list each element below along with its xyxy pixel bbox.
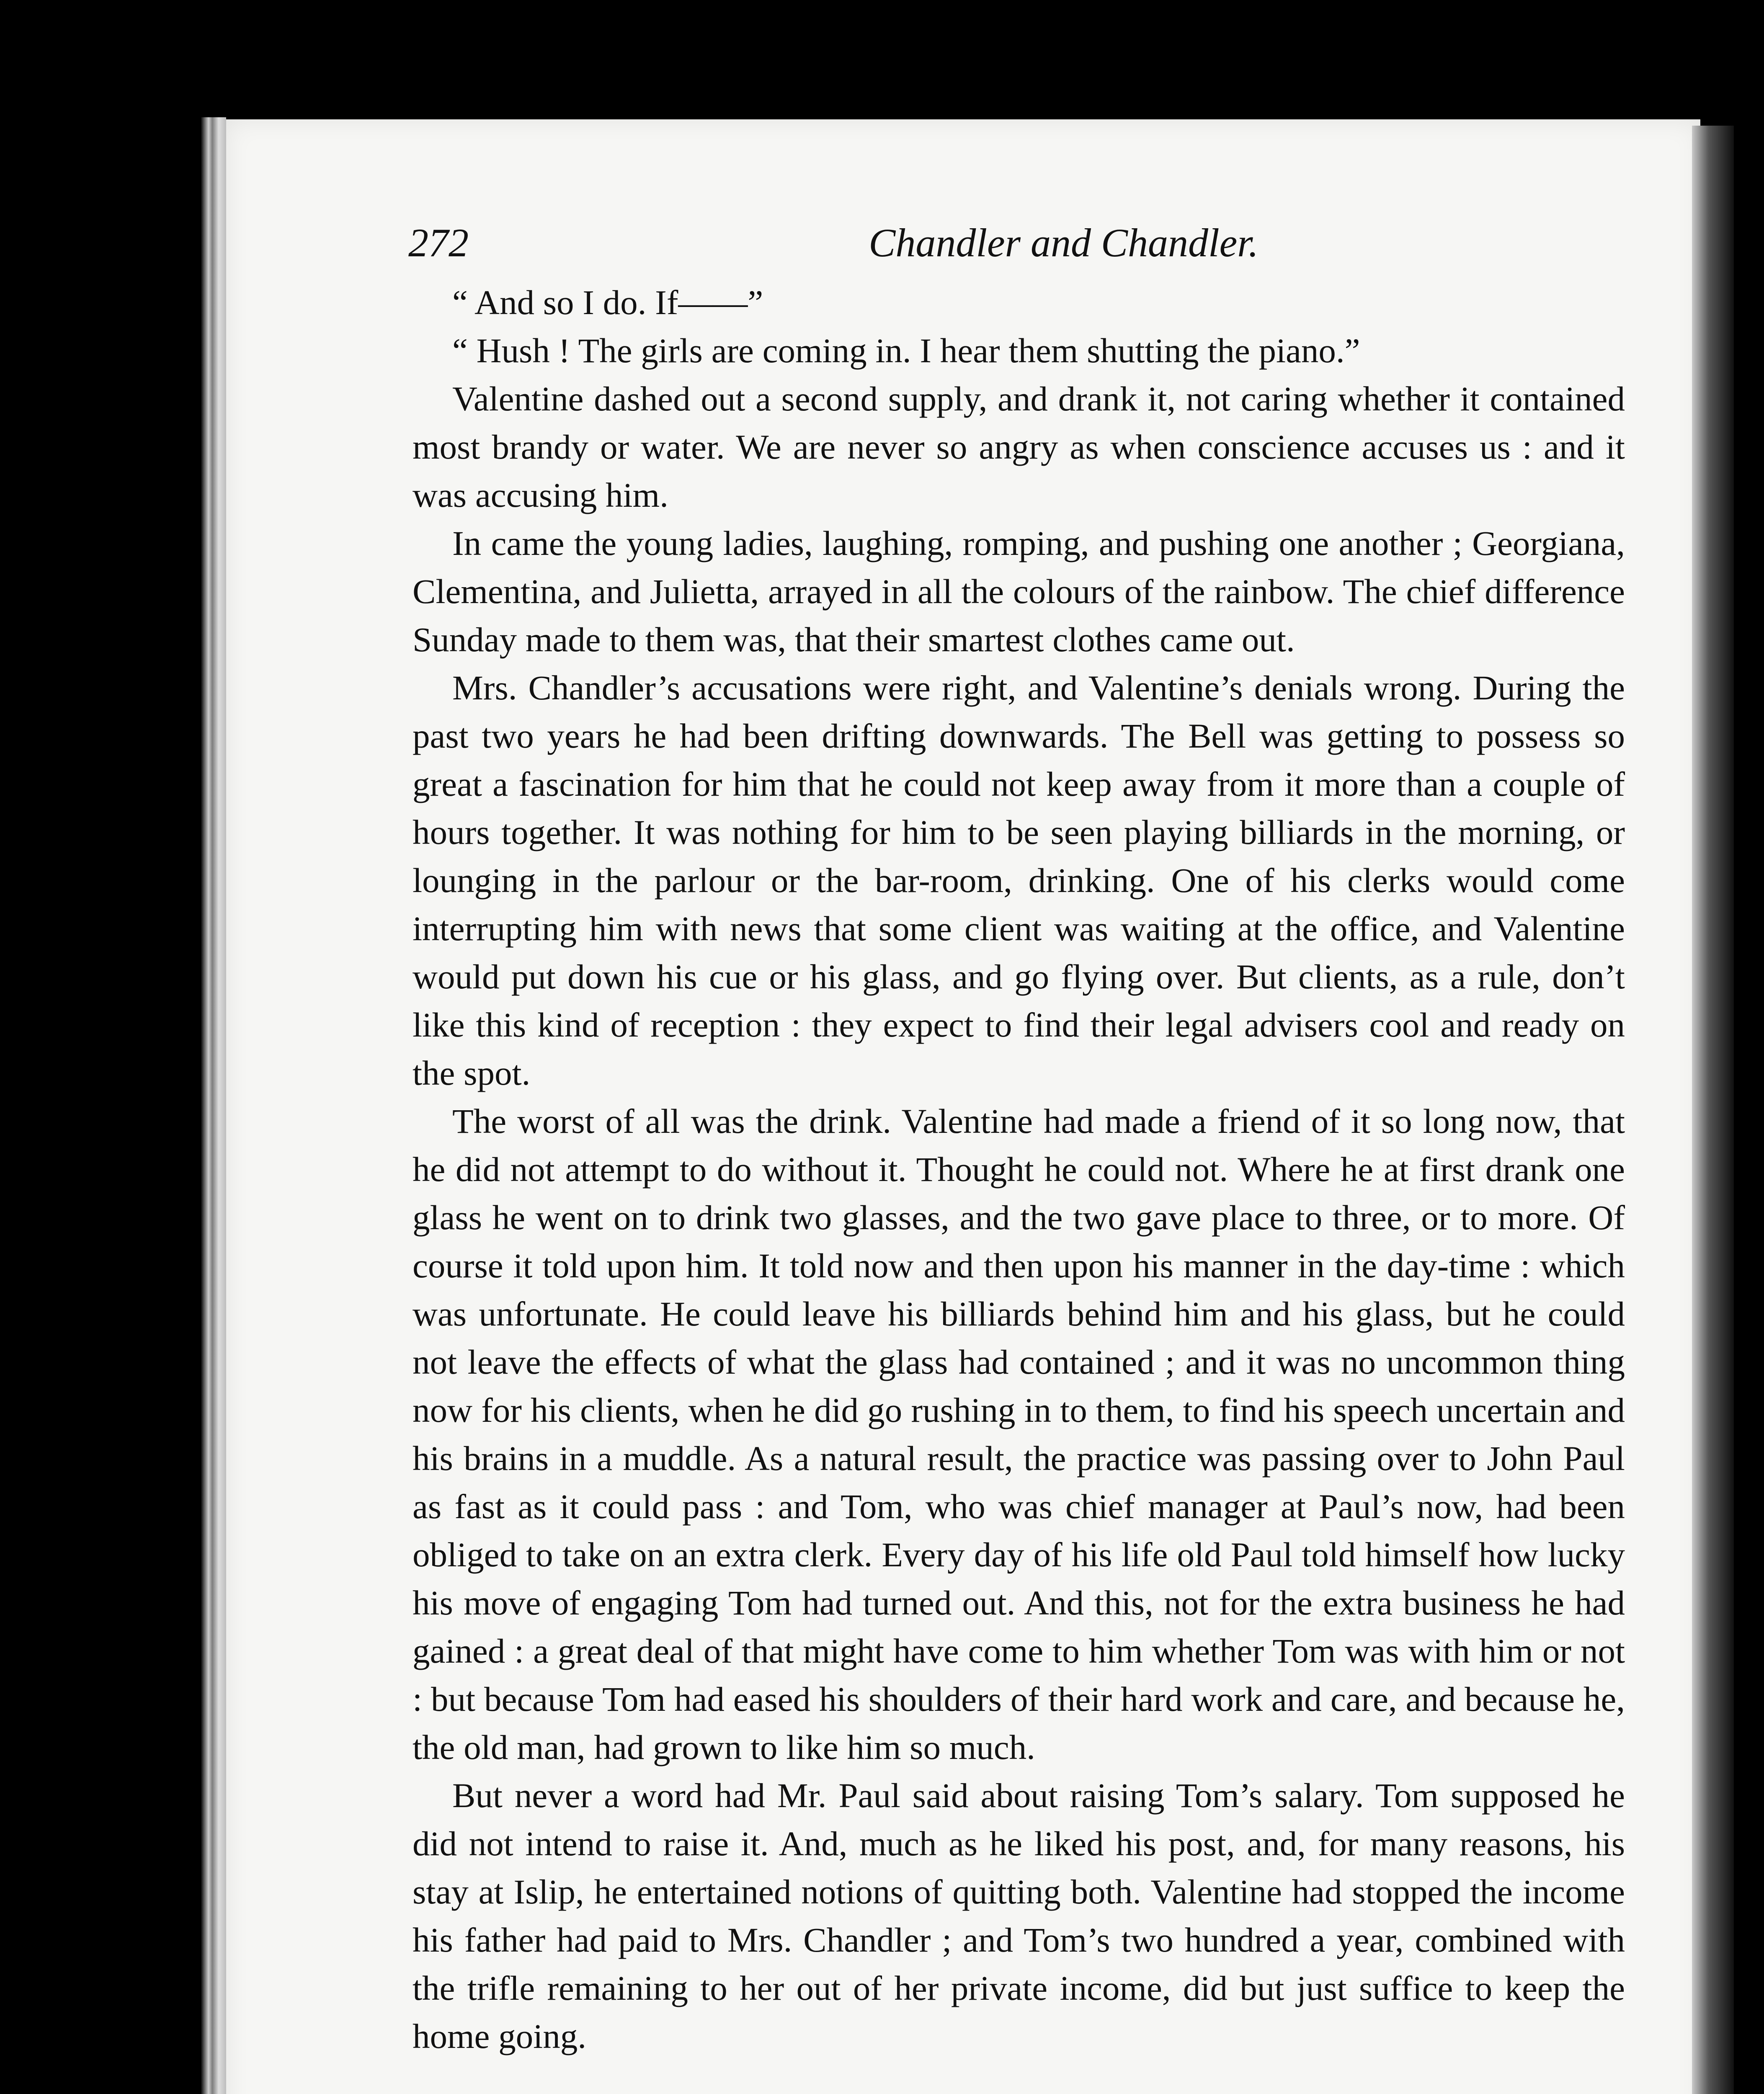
- paragraph: The worst of all was the drink. Valentine had made a friend of it so long now, that he did not attempt to do without it. Thought he could not. Where he at first drank one glass he went on to drink two glasses, and the two gave place to three, or to more. Of course it told upon him. It told now and then upon his manner in the day-time : which was unfortunate. He could leave his billiards behind him and his glass, but he could not leave the effects of what the glass had contained ; and it was no uncommon thing now for his clients, when he did go rushing in to them, to find his speech uncertain and his brains in a muddle. As a natural result, the practice was passing over to John Paul as fast as it could pass : and Tom, who was chief manager at Paul’s now, had been obliged to take on an extra clerk. Every day of his life old Paul told himself how lucky his move of engaging Tom had turned out. And this, not for the extra business he had gained : a great deal of that might have come to him whether Tom was with him or not : but because Tom had eased his shoulders of their hard work and care, and because he, the old man, had grown to like him so much.: [413, 1102, 1625, 1766]
- body-text: [413, 279, 1625, 2060]
- paragraph: But never a word had Mr. Paul said about raising Tom’s salary. Tom supposed he did not intend to raise it. And, much as he liked his post, and, for many reasons, his stay at Islip, he entertained notions of quitting both. Valentine had stopped the income his father had paid to Mrs. Chandler ; and Tom’s two hundred a year, combined with the trifle remaining to her out of her private income, did but just suffice to keep the home going.: [413, 1776, 1625, 2055]
- paragraph: Mrs. Chandler’s accusations were right, and Valentine’s denials wrong. During the past two years he had been drifting downwards. The Bell was getting to possess so great a fascination for him that he could not keep away from it more than a couple of hours together. It was nothing for him to be seen playing billiards in the morning, or lounging in the parlour or the bar-room, drinking. One of his clerks would come interrupting him with news that some client was waiting at the office, and Valentine would put down his cue or his glass, and go flying over. But clients, as a rule, don’t like this kind of reception : they expect to find their legal advisers cool and ready on the spot.: [413, 668, 1625, 1092]
- paragraph: Valentine dashed out a second supply, and drank it, not caring whether it contained most brandy or water. We are never so angry as when conscience accuses us : and it was accusing him.: [413, 379, 1625, 514]
- paragraph: “ And so I do. If——”: [452, 283, 763, 322]
- page-number: 272: [408, 220, 469, 265]
- page-left-edge: [201, 117, 226, 2094]
- paragraph: “ Hush ! The girls are coming in. I hear them shutting the piano.”: [452, 331, 1360, 370]
- running-header: [408, 214, 1259, 272]
- paragraph: In came the young ladies, laughing, romping, and pushing one another ; Georgiana, Clementina, and Julietta, arrayed in all the colours of the rainbow. The chief difference Sunday made to them was, that their smartest clothes came out.: [413, 524, 1625, 659]
- book-spine-edge: [1692, 126, 1734, 2094]
- running-title: Chandler and Chandler.: [869, 220, 1259, 265]
